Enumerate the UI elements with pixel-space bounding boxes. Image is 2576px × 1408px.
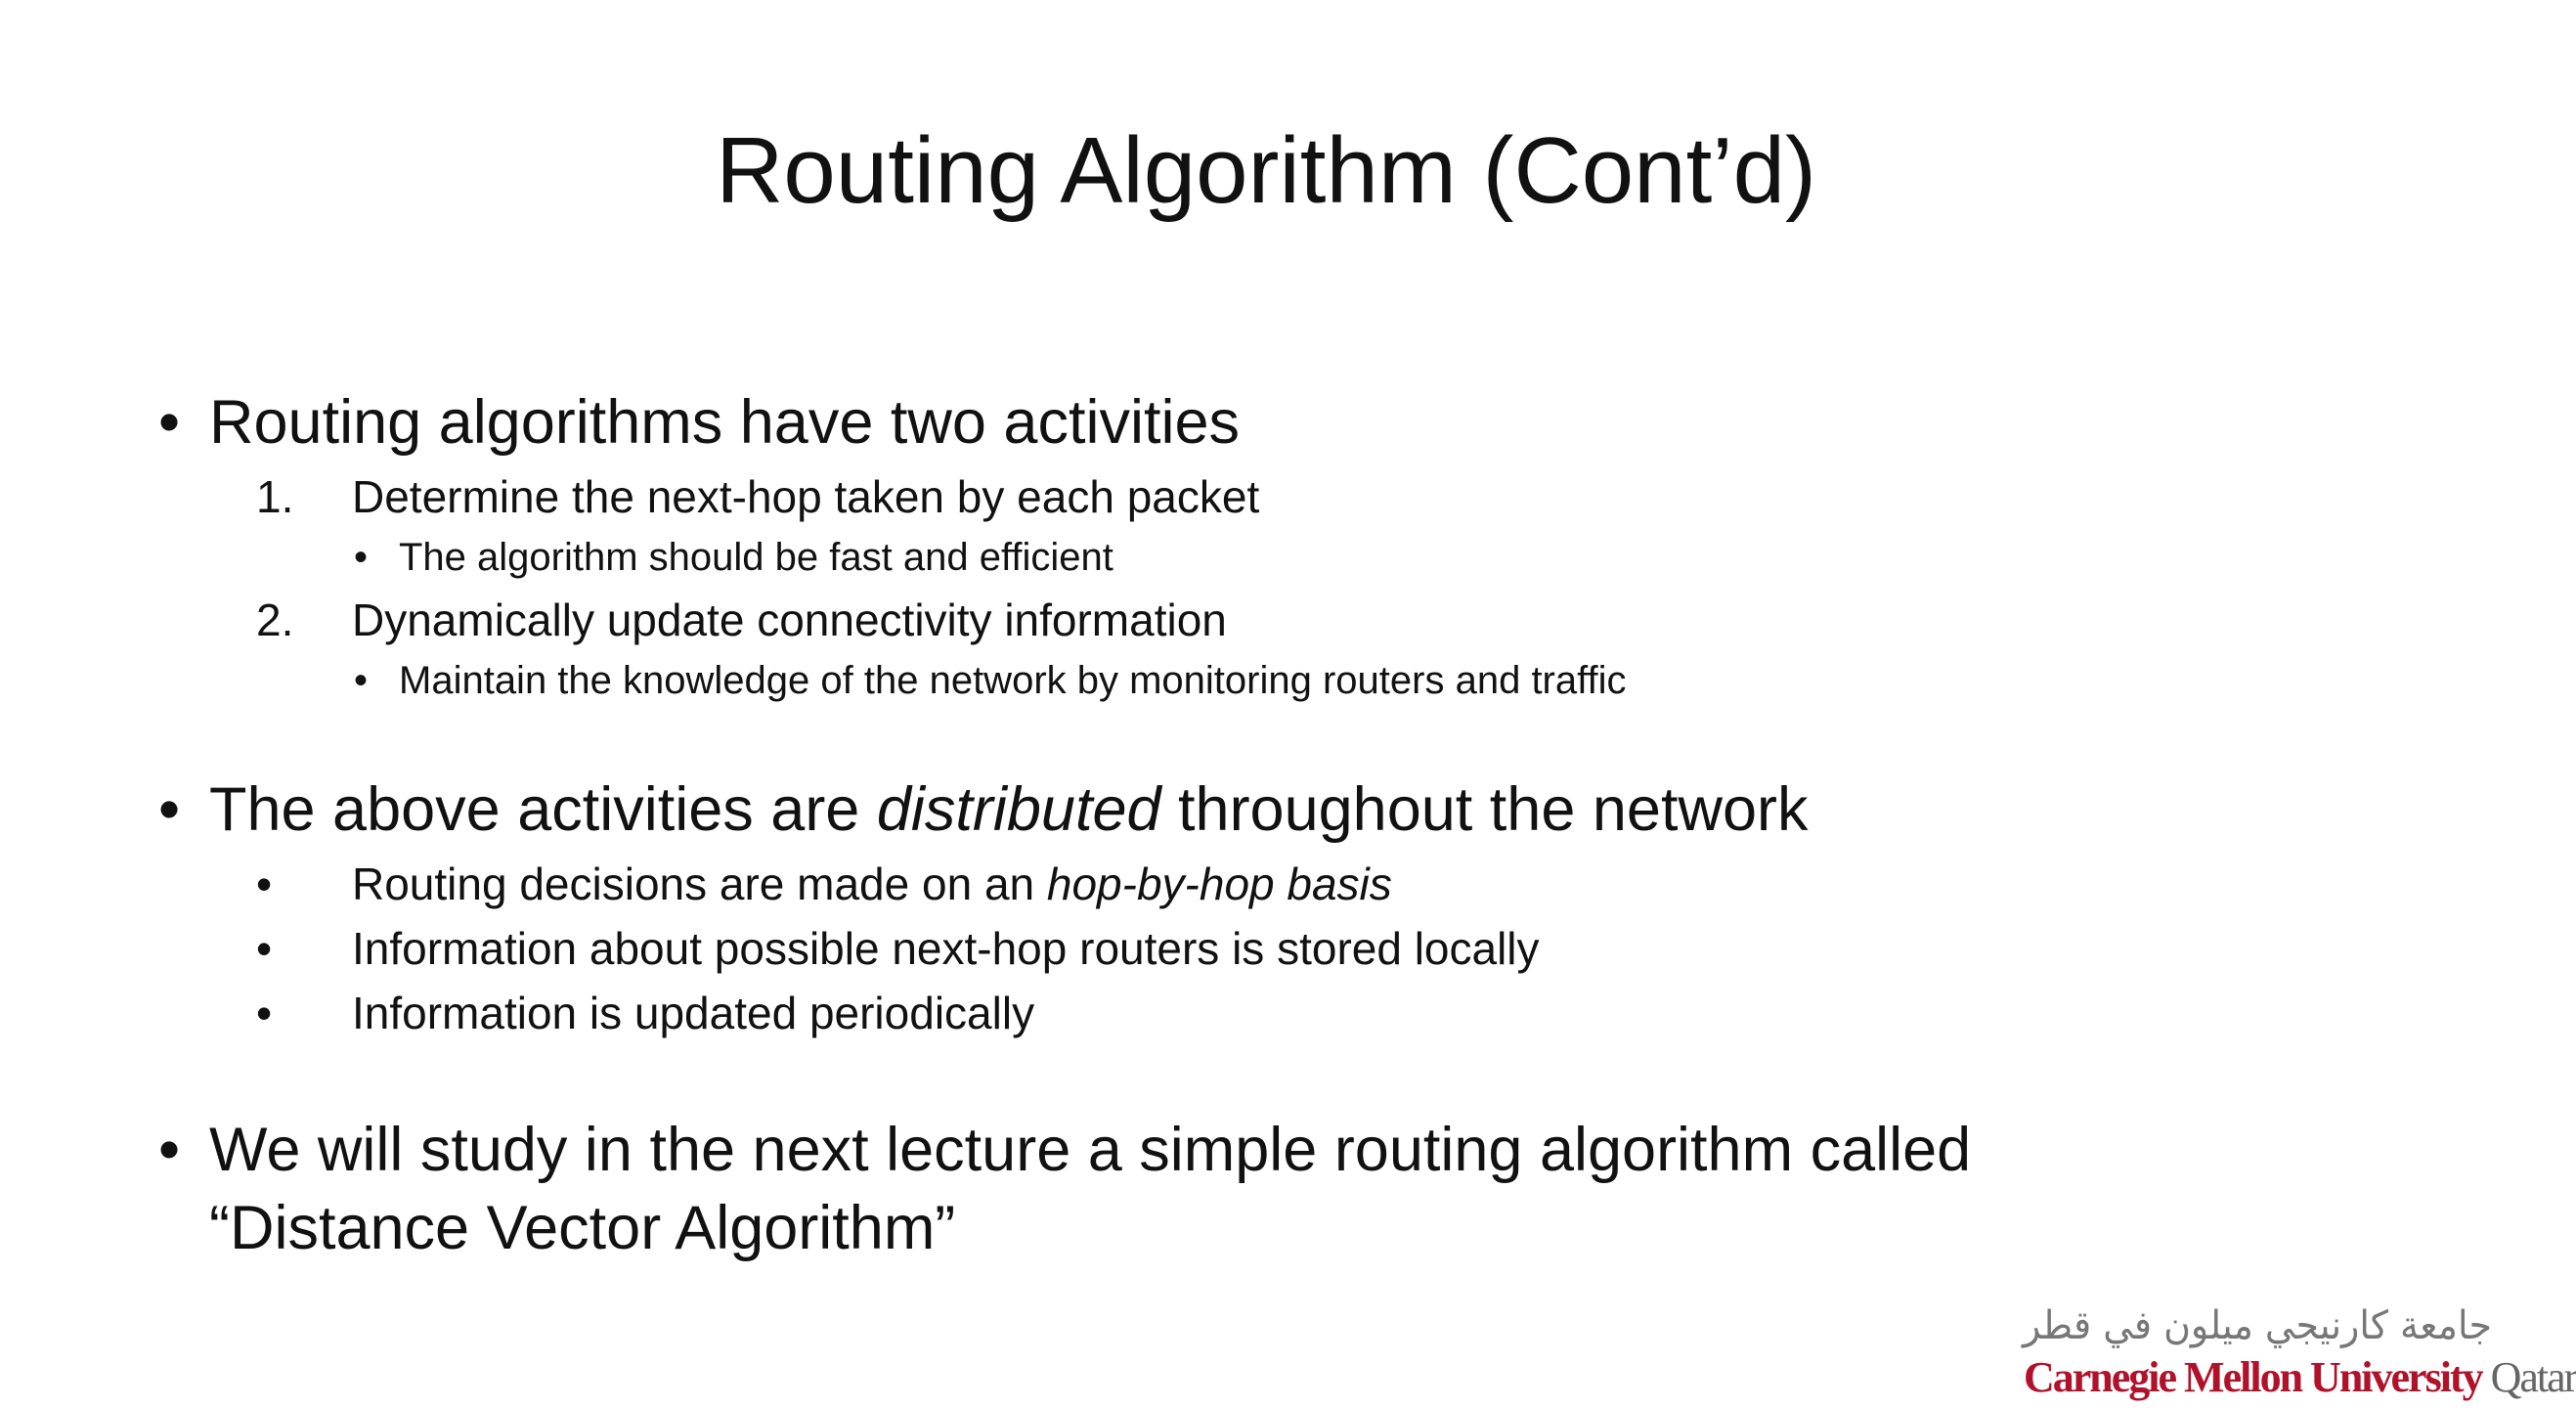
cmu-qatar-logo (2012, 1296, 2576, 1408)
bullet-text: Routing algorithms have two activities (209, 388, 1240, 457)
item-text: Information about possible next-hop routers is stored locally (352, 923, 1540, 974)
sub-bullet-fast-efficient (0, 532, 2503, 583)
bullet-text (209, 770, 1808, 849)
bullet-dot: • (256, 988, 273, 1038)
text-emphasis: hop-by-hop basis (1046, 858, 1392, 909)
bullet-dot: • (158, 388, 181, 457)
bullet-dot: • (354, 659, 369, 702)
arabic-wordmark-text: جامعة كارنيجي ميلون في قطر (2021, 1303, 2492, 1348)
arabic-wordmark (2016, 1296, 2499, 1350)
bullet-next-lecture-continued (0, 1189, 2503, 1267)
text-emphasis: distributed (876, 775, 1161, 844)
english-wordmark (2024, 1352, 2576, 1403)
sub-bullet-maintain-knowledge (0, 655, 2503, 706)
item-number: 2. (256, 594, 294, 645)
bullet-text: We will study in the next lecture a simple routing algorithm called (209, 1116, 1972, 1184)
bullet-dot: • (158, 1116, 181, 1184)
sub-bullet-text: The algorithm should be fast and efficient (399, 536, 1113, 579)
bullet-updated-periodically (0, 984, 2503, 1042)
bullet-text: “Distance Vector Algorithm” (209, 1194, 956, 1262)
bullet-dot: • (256, 858, 273, 909)
numbered-item-next-hop (0, 467, 2503, 526)
bullet-next-lecture (0, 1111, 2503, 1189)
text-plain: throughout the network (1160, 775, 1809, 844)
item-text: Information is updated periodically (352, 988, 1035, 1038)
numbered-item-update-connectivity (0, 591, 2503, 649)
bullet-dot: • (354, 536, 369, 579)
text-plain: The above activities are (209, 775, 877, 844)
item-text: Determine the next-hop taken by each packet (352, 471, 1260, 522)
bullet-dot: • (158, 775, 181, 844)
logo-university-name: Carnegie Mellon University (2024, 1353, 2482, 1401)
item-text: Dynamically update connectivity information (352, 594, 1227, 645)
logo-campus-name: Qatar (2490, 1353, 2576, 1401)
bullet-hop-by-hop (0, 855, 2503, 913)
text-plain: Routing decisions are made on an (352, 858, 1047, 909)
sub-bullet-text: Maintain the knowledge of the network by monitoring routers and traffic (399, 659, 1627, 702)
bullet-stored-locally (0, 919, 2503, 978)
bullet-routing-activities (0, 383, 2503, 462)
bullet-dot: • (256, 923, 273, 974)
bullet-distributed-activities (0, 770, 2503, 849)
item-number: 1. (256, 471, 294, 522)
slide-title: Routing Algorithm (Cont’d) (716, 118, 1816, 223)
item-text (352, 855, 1392, 913)
